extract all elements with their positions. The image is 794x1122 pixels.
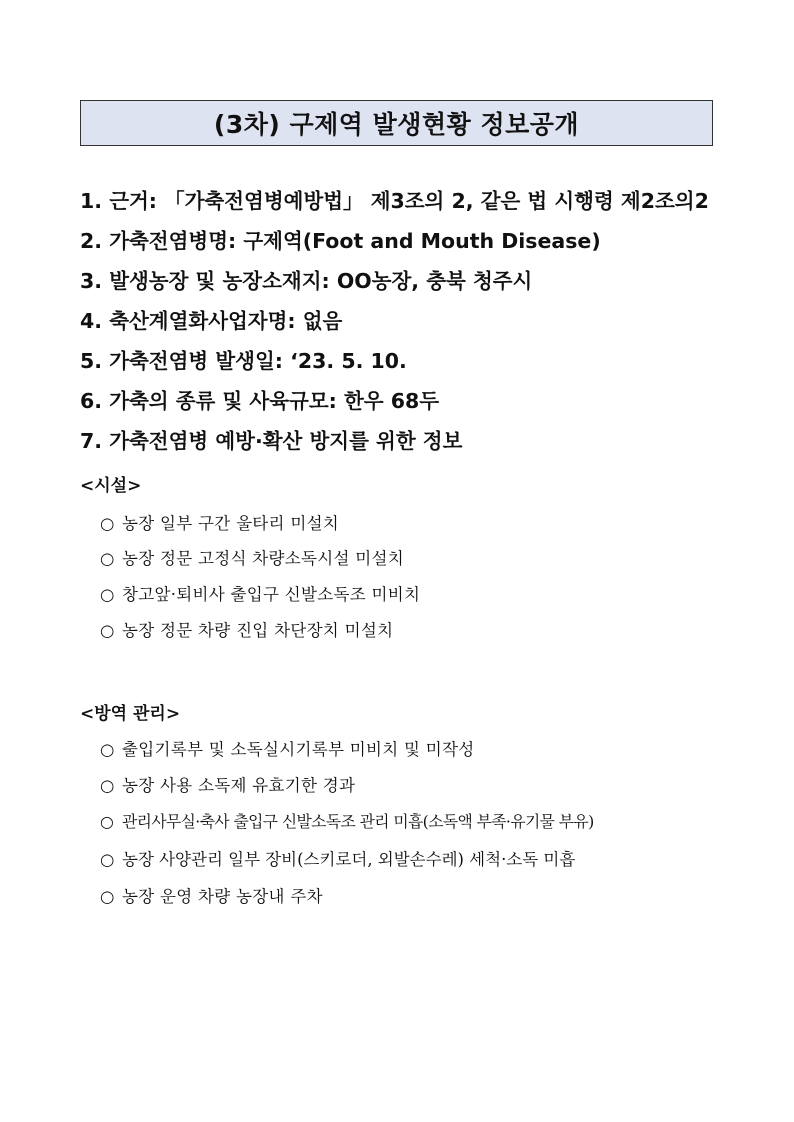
biosecurity-bullet	[100, 738, 475, 762]
biosecurity-bullet	[100, 810, 594, 834]
facility-bullet-text: 농장 정문 차량 진입 차단장치 미설치	[122, 621, 394, 640]
facility-bullet	[100, 547, 404, 571]
list-item-livestock: 6. 가축의 종류 및 사육규모: 한우 68두	[80, 389, 440, 413]
bullet-mark: ○	[100, 850, 115, 869]
facility-bullet	[100, 512, 339, 536]
bullet-mark: ○	[100, 812, 114, 831]
biosecurity-heading: <방역 관리>	[80, 704, 181, 724]
bullet-mark: ○	[100, 514, 115, 533]
list-item-prevention-info: 7. 가축전염병 예방·확산 방지를 위한 정보	[80, 429, 463, 453]
bullet-mark: ○	[100, 776, 115, 795]
facility-bullet-text: 농장 일부 구간 울타리 미설치	[122, 514, 340, 533]
list-item-basis: 1. 근거: 「가축전염병예방법」 제3조의 2, 같은 법 시행령 제2조의2	[80, 189, 709, 213]
biosecurity-bullet-text: 농장 운영 차량 농장내 주차	[122, 887, 323, 906]
page-title: (3차) 구제역 발생현황 정보공개	[213, 110, 580, 139]
biosecurity-bullet	[100, 774, 355, 798]
facility-bullet	[100, 619, 393, 643]
biosecurity-bullet-text: 농장 사용 소독제 유효기한 경과	[122, 776, 356, 795]
list-item-farm-location: 3. 발생농장 및 농장소재지: OO농장, 충북 청주시	[80, 269, 533, 293]
bullet-mark: ○	[100, 887, 115, 906]
biosecurity-bullet-text: 농장 사양관리 일부 장비(스키로더, 외발손수레) 세척·소독 미흡	[122, 850, 576, 869]
bullet-mark: ○	[100, 740, 115, 759]
biosecurity-bullet-text: 출입기록부 및 소독실시기록부 미비치 및 미작성	[122, 740, 475, 759]
bullet-mark: ○	[100, 621, 115, 640]
biosecurity-bullet-text: 관리사무실·축사 출입구 신발소독조 관리 미흡(소독액 부족·유기물 부유)	[122, 812, 594, 831]
list-item-outbreak-date: 5. 가축전염병 발생일: ‘23. 5. 10.	[80, 349, 407, 373]
bullet-mark: ○	[100, 549, 115, 568]
biosecurity-bullet	[100, 885, 323, 909]
list-item-disease-name: 2. 가축전염병명: 구제역(Foot and Mouth Disease)	[80, 229, 601, 253]
bullet-mark: ○	[100, 585, 115, 604]
facility-bullet	[100, 583, 420, 607]
facilities-heading: <시설>	[80, 476, 142, 496]
facility-bullet-text: 창고앞·퇴비사 출입구 신발소독조 미비치	[122, 585, 421, 604]
title-box	[80, 100, 713, 146]
biosecurity-bullet	[100, 848, 575, 872]
list-item-integrator: 4. 축산계열화사업자명: 없음	[80, 309, 343, 333]
facility-bullet-text: 농장 정문 고정식 차량소독시설 미설치	[122, 549, 405, 568]
